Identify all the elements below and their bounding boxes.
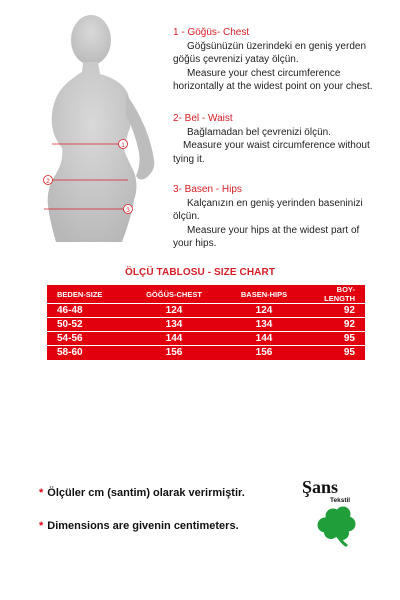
section-waist-title: 2- Bel - Waist — [173, 113, 233, 124]
size-chart-header-row — [47, 285, 365, 304]
cell-chest: 144 — [129, 332, 219, 346]
cell-chest: 124 — [129, 304, 219, 318]
section-chest — [173, 26, 395, 93]
header-length: BOY-LENGTH — [309, 285, 365, 304]
marker-hips-label: 3 — [126, 208, 130, 214]
note-turkish — [39, 487, 245, 499]
note-english — [39, 520, 239, 532]
cell-hips: 134 — [219, 318, 309, 332]
section-hips-line: your hips. — [173, 237, 217, 249]
body-figure — [38, 10, 168, 250]
cell-size: 54-56 — [47, 332, 129, 346]
section-chest-line: göğüs çevrenizi yatay ölçün. — [173, 54, 299, 66]
section-chest-title: 1 - Göğüs- Chest — [173, 27, 250, 38]
table-row — [47, 346, 365, 360]
note-star: * — [39, 520, 44, 532]
cell-length: 95 — [309, 332, 365, 346]
cell-hips: 124 — [219, 304, 309, 318]
cell-length: 92 — [309, 318, 365, 332]
section-hips-line: Measure your hips at the widest part of — [187, 224, 360, 236]
size-chart-title: ÖLÇÜ TABLOSU - SIZE CHART — [124, 267, 276, 278]
size-chart-table — [47, 285, 365, 360]
cell-chest: 156 — [165, 347, 183, 359]
brand-name: Şans — [302, 477, 339, 497]
section-hips-title: 3- Basen - Hips — [173, 184, 242, 195]
section-chest-line: Measure your chest circumference — [187, 67, 341, 79]
cell-length: 95 — [343, 347, 355, 359]
header-chest: GÖĞÜS-CHEST — [129, 285, 219, 304]
section-chest-line: horizontally at the widest point on your chest. — [173, 80, 373, 92]
section-hips-line: Kalçanızın en geniş yerinden baseninizi — [187, 198, 363, 210]
section-waist-line: Measure your waist circumference without — [183, 140, 370, 152]
cell-size: 50-52 — [47, 318, 129, 332]
cell-size: 46-48 — [47, 304, 129, 318]
note-star: * — [39, 487, 44, 499]
clover-icon — [318, 507, 356, 548]
cell-hips: 156 — [255, 347, 273, 359]
note-turkish-text: Ölçüler cm (santim) olarak verirmiştir. — [47, 487, 245, 499]
figure-head — [71, 15, 111, 65]
note-english-text: Dimensions are givenin centimeters. — [47, 520, 239, 532]
table-row — [47, 304, 365, 318]
table-row — [47, 318, 365, 332]
section-waist-line: tying it. — [173, 153, 205, 165]
marker-chest-label: 1 — [121, 143, 125, 149]
section-chest-line: Göğsünüzün üzerindeki en geniş yerden — [187, 41, 367, 53]
cell-size: 58-60 — [57, 347, 83, 359]
cell-hips: 144 — [219, 332, 309, 346]
brand-sub: Tekstil — [330, 497, 351, 504]
cell-length: 92 — [309, 304, 365, 318]
table-row — [47, 332, 365, 346]
section-hips-line: ölçün. — [173, 211, 200, 223]
brand-logo — [300, 475, 380, 555]
marker-waist-label: 2 — [46, 179, 50, 185]
section-waist — [173, 112, 395, 166]
header-hips: BASEN-HIPS — [219, 285, 309, 304]
header-size: BEDEN-SIZE — [47, 285, 129, 304]
cell-chest: 134 — [129, 318, 219, 332]
section-hips — [173, 183, 395, 250]
figure-torso — [48, 62, 137, 242]
section-waist-line: Bağlamadan bel çevrenizi ölçün. — [187, 127, 331, 139]
